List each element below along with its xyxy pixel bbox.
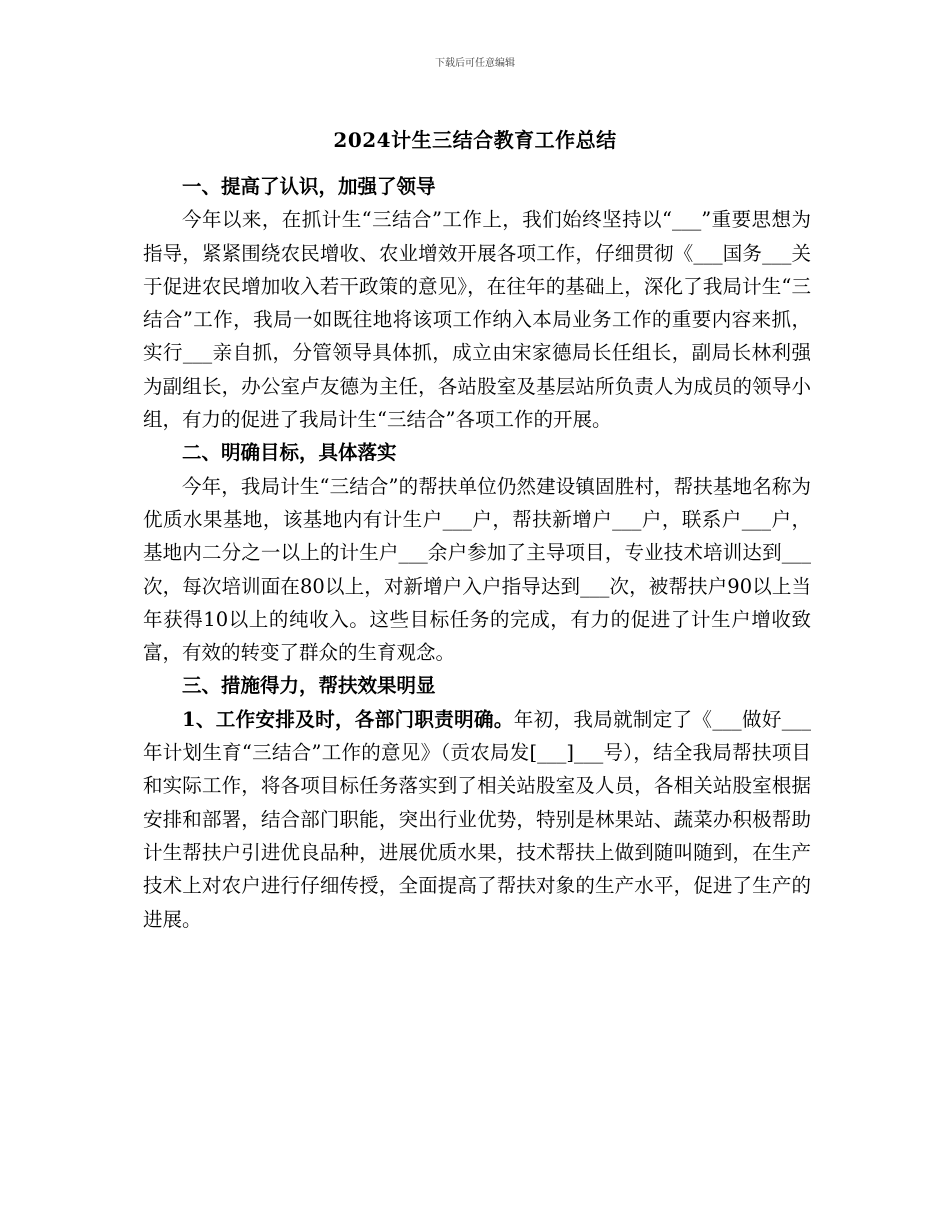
section-heading-3: 三、措施得力，帮扶效果明显 bbox=[182, 674, 436, 698]
header-note: 下载后可任意编辑 bbox=[435, 58, 515, 69]
section-heading-1: 一、提高了认识，加强了领导 bbox=[182, 175, 436, 198]
section-heading-2: 二、明确目标，具体落实 bbox=[182, 441, 397, 465]
document-title: 2024计生三结合教育工作总结 bbox=[333, 128, 617, 152]
section-2-paragraph: 今年，我局计生“三结合”的帮扶单位仍然建设镇固胜村，帮扶基地名称为优质水果基地，该基地内有计生户___户，帮扶新增户___户，联系户___户，基地内二分之一以上的计生户___余户参加了主导项目，专业技术培训达到___次，每次培训面在80以上，对新增户入户指导达到___次，被帮扶户90以上当年获得10以上的纯收入。这些目标任务的完成，有力的促进了计生户增收致富，有效的转变了群众的生育观念。 bbox=[143, 474, 811, 665]
section-3-paragraph bbox=[143, 703, 811, 936]
document-body bbox=[143, 170, 811, 936]
subsection-lead: 1、工作安排及时，各部门职责明确。 bbox=[182, 707, 514, 731]
section-1-paragraph: 今年以来，在抓计生“三结合”工作上，我们始终坚持以“___”重要思想为指导，紧紧围绕农民增收、农业增效开展各项工作，仔细贯彻《___国务___关于促进农民增加收入若干政策的意见》，在往年的基础上，深化了我局计生“三结合”工作，我局一如既往地将该项工作纳入本局业务工作的重要内容来抓，实行___亲自抓，分管领导具体抓，成立由宋家德局长任组长，副局长林利强为副组长，办公室卢友德为主任，各站股室及基层站所负责人为成员的领导小组，有力的促进了我局计生“三结合”各项工作的开展。 bbox=[143, 208, 811, 432]
subsection-text: 年初，我局就制定了《___做好___年计划生育“三结合”工作的意见》（贡农局发[___]___号），结全我局帮扶项目和实际工作，将各项目标任务落实到了相关站股室及人员，各相关站股室根据安排和部署，结合部门职能，突出行业优势，特别是林果站、蔬菜办积极帮助计生帮扶户引进优良品种，进展优质水果，技术帮扶上做到随叫随到，在生产技术上对农户进行仔细传授，全面提高了帮扶对象的生产水平，促进了生产的进展。 bbox=[143, 707, 811, 931]
